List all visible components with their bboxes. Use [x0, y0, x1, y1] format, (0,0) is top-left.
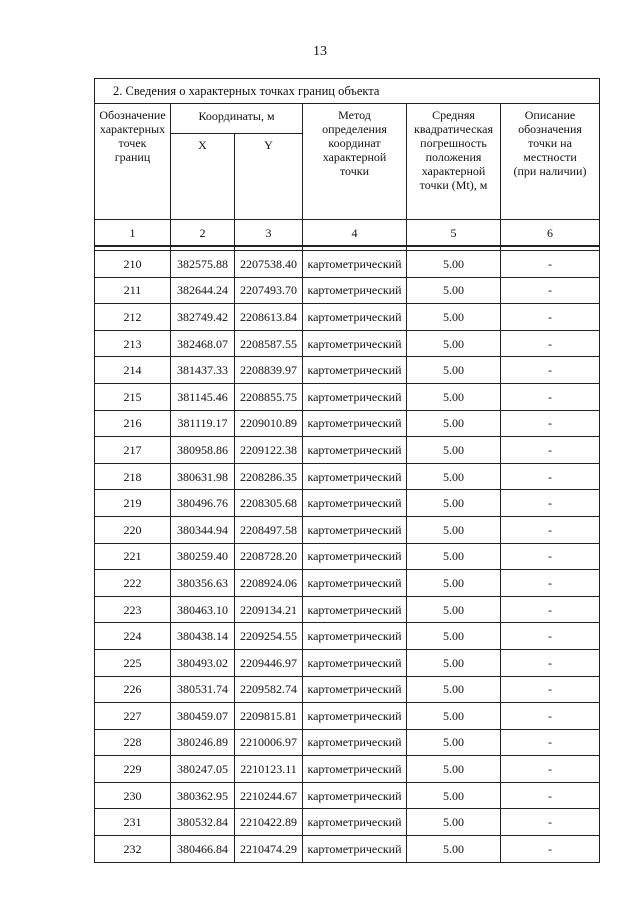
point-id-cell: 217 — [95, 437, 171, 464]
point-id-cell: 223 — [95, 596, 171, 623]
table-row — [95, 756, 600, 783]
table-row — [95, 729, 600, 756]
table-row — [95, 277, 600, 304]
y-cell: 2208728.20 — [235, 543, 303, 570]
header-lines — [407, 108, 500, 192]
header-line: характерной — [421, 164, 486, 178]
column-number: 2 — [171, 220, 235, 247]
point-id-cell: 232 — [95, 836, 171, 863]
description-cell: - — [501, 410, 600, 437]
x-cell: 380246.89 — [171, 729, 235, 756]
accuracy-cell: 5.00 — [407, 703, 501, 730]
x-cell: 382575.88 — [171, 251, 235, 278]
accuracy-cell: 5.00 — [407, 251, 501, 278]
x-cell: 380493.02 — [171, 649, 235, 676]
point-id-cell: 211 — [95, 277, 171, 304]
method-cell: картометрический — [303, 596, 407, 623]
header-line: точек — [118, 136, 147, 150]
y-cell: 2209134.21 — [235, 596, 303, 623]
description-cell: - — [501, 623, 600, 650]
y-cell: 2208855.75 — [235, 383, 303, 410]
x-cell: 380466.84 — [171, 836, 235, 863]
header-lines — [303, 108, 406, 178]
x-cell: 380532.84 — [171, 809, 235, 836]
accuracy-cell: 5.00 — [407, 410, 501, 437]
column-number: 5 — [407, 220, 501, 247]
x-cell: 380631.98 — [171, 463, 235, 490]
y-cell: 2210123.11 — [235, 756, 303, 783]
header-line: Обозначение — [99, 108, 166, 122]
y-cell: 2210244.67 — [235, 782, 303, 809]
table-row — [95, 330, 600, 357]
x-cell: 382749.42 — [171, 304, 235, 331]
page-number: 13 — [313, 44, 327, 59]
accuracy-cell: 5.00 — [407, 304, 501, 331]
boundary-points-table — [94, 78, 600, 863]
point-id-cell: 222 — [95, 570, 171, 597]
header-line: определения — [322, 122, 387, 136]
table-row — [95, 649, 600, 676]
x-cell: 380362.95 — [171, 782, 235, 809]
x-cell: 380531.74 — [171, 676, 235, 703]
accuracy-cell: 5.00 — [407, 782, 501, 809]
point-id-cell: 215 — [95, 383, 171, 410]
header-line: местности — [523, 150, 577, 164]
header-line: обозначения — [518, 122, 582, 136]
point-id-cell: 229 — [95, 756, 171, 783]
accuracy-cell: 5.00 — [407, 277, 501, 304]
table-row — [95, 596, 600, 623]
accuracy-cell: 5.00 — [407, 596, 501, 623]
point-id-cell: 225 — [95, 649, 171, 676]
description-cell: - — [501, 490, 600, 517]
method-cell: картометрический — [303, 623, 407, 650]
header-description — [501, 104, 600, 220]
header-lines — [501, 108, 599, 178]
y-cell: 2209254.55 — [235, 623, 303, 650]
header-line: (при наличии) — [513, 164, 587, 178]
method-cell: картометрический — [303, 676, 407, 703]
y-cell: 2209582.74 — [235, 676, 303, 703]
accuracy-cell: 5.00 — [407, 649, 501, 676]
x-cell: 380259.40 — [171, 543, 235, 570]
point-id-cell: 227 — [95, 703, 171, 730]
header-method — [303, 104, 407, 220]
point-id-cell: 219 — [95, 490, 171, 517]
header-x: X — [171, 134, 235, 220]
accuracy-cell: 5.00 — [407, 357, 501, 384]
column-number: 1 — [95, 220, 171, 247]
description-cell: - — [501, 756, 600, 783]
method-cell: картометрический — [303, 490, 407, 517]
accuracy-cell: 5.00 — [407, 729, 501, 756]
header-line: положения — [425, 150, 482, 164]
description-cell: - — [501, 570, 600, 597]
table-row — [95, 570, 600, 597]
header-line: характерных — [99, 122, 166, 136]
accuracy-cell: 5.00 — [407, 437, 501, 464]
method-cell: картометрический — [303, 277, 407, 304]
column-number: 4 — [303, 220, 407, 247]
x-cell: 380247.05 — [171, 756, 235, 783]
y-cell: 2208305.68 — [235, 490, 303, 517]
section-title-row — [95, 79, 600, 104]
method-cell: картометрический — [303, 570, 407, 597]
x-cell: 382468.07 — [171, 330, 235, 357]
table-row — [95, 383, 600, 410]
point-id-cell: 226 — [95, 676, 171, 703]
x-cell: 380459.07 — [171, 703, 235, 730]
table-row — [95, 304, 600, 331]
method-cell: картометрический — [303, 756, 407, 783]
accuracy-cell: 5.00 — [407, 543, 501, 570]
header-line: Средняя — [432, 108, 475, 122]
x-cell: 380496.76 — [171, 490, 235, 517]
header-line: точки на — [528, 136, 572, 150]
y-cell: 2210474.29 — [235, 836, 303, 863]
point-id-cell: 231 — [95, 809, 171, 836]
description-cell: - — [501, 836, 600, 863]
section-title: 2. Сведения о характерных точках границ объекта — [95, 79, 600, 104]
description-cell: - — [501, 304, 600, 331]
header-accuracy — [407, 104, 501, 220]
header-line: координат — [328, 136, 381, 150]
y-cell: 2207538.40 — [235, 251, 303, 278]
x-cell: 381119.17 — [171, 410, 235, 437]
description-cell: - — [501, 437, 600, 464]
point-id-cell: 220 — [95, 516, 171, 543]
description-cell: - — [501, 463, 600, 490]
description-cell: - — [501, 383, 600, 410]
header-point-designation — [95, 104, 171, 220]
method-cell: картометрический — [303, 703, 407, 730]
header-line: Метод — [338, 108, 371, 122]
method-cell: картометрический — [303, 330, 407, 357]
method-cell: картометрический — [303, 383, 407, 410]
table-row — [95, 490, 600, 517]
y-cell: 2208924.06 — [235, 570, 303, 597]
header-line: квадратическая — [414, 122, 493, 136]
table-row — [95, 703, 600, 730]
method-cell: картометрический — [303, 357, 407, 384]
point-id-cell: 213 — [95, 330, 171, 357]
point-id-cell: 221 — [95, 543, 171, 570]
header-lines — [95, 108, 170, 164]
column-number: 3 — [235, 220, 303, 247]
accuracy-cell: 5.00 — [407, 463, 501, 490]
method-cell: картометрический — [303, 809, 407, 836]
y-cell: 2208587.55 — [235, 330, 303, 357]
description-cell: - — [501, 729, 600, 756]
point-id-cell: 214 — [95, 357, 171, 384]
point-id-cell: 224 — [95, 623, 171, 650]
table-row — [95, 782, 600, 809]
description-cell: - — [501, 703, 600, 730]
header-line: точки — [339, 164, 370, 178]
table-row — [95, 437, 600, 464]
description-cell: - — [501, 277, 600, 304]
y-cell: 2208613.84 — [235, 304, 303, 331]
method-cell: картометрический — [303, 543, 407, 570]
description-cell: - — [501, 251, 600, 278]
column-number: 6 — [501, 220, 600, 247]
y-cell: 2207493.70 — [235, 277, 303, 304]
header-line: точки (Mt), м — [419, 178, 488, 192]
accuracy-cell: 5.00 — [407, 809, 501, 836]
description-cell: - — [501, 676, 600, 703]
table-row — [95, 251, 600, 278]
x-cell: 380356.63 — [171, 570, 235, 597]
table-row — [95, 357, 600, 384]
method-cell: картометрический — [303, 836, 407, 863]
y-cell: 2210006.97 — [235, 729, 303, 756]
accuracy-cell: 5.00 — [407, 383, 501, 410]
y-cell: 2209122.38 — [235, 437, 303, 464]
accuracy-cell: 5.00 — [407, 836, 501, 863]
description-cell: - — [501, 357, 600, 384]
method-cell: картометрический — [303, 649, 407, 676]
y-cell: 2210422.89 — [235, 809, 303, 836]
table-row — [95, 410, 600, 437]
point-id-cell: 228 — [95, 729, 171, 756]
accuracy-cell: 5.00 — [407, 676, 501, 703]
accuracy-cell: 5.00 — [407, 756, 501, 783]
table-row — [95, 836, 600, 863]
table-row — [95, 543, 600, 570]
description-cell: - — [501, 809, 600, 836]
y-cell: 2208497.58 — [235, 516, 303, 543]
table-row — [95, 809, 600, 836]
accuracy-cell: 5.00 — [407, 516, 501, 543]
point-id-cell: 212 — [95, 304, 171, 331]
table-row — [95, 463, 600, 490]
header-line: Описание — [524, 108, 576, 122]
table-row — [95, 676, 600, 703]
description-cell: - — [501, 782, 600, 809]
x-cell: 382644.24 — [171, 277, 235, 304]
method-cell: картометрический — [303, 516, 407, 543]
description-cell: - — [501, 516, 600, 543]
method-cell: картометрический — [303, 437, 407, 464]
description-cell: - — [501, 543, 600, 570]
y-cell: 2209815.81 — [235, 703, 303, 730]
y-cell: 2208286.35 — [235, 463, 303, 490]
x-cell: 380344.94 — [171, 516, 235, 543]
y-cell: 2208839.97 — [235, 357, 303, 384]
header-line: границ — [114, 150, 151, 164]
method-cell: картометрический — [303, 251, 407, 278]
description-cell: - — [501, 649, 600, 676]
method-cell: картометрический — [303, 729, 407, 756]
header-y: Y — [235, 134, 303, 220]
accuracy-cell: 5.00 — [407, 623, 501, 650]
accuracy-cell: 5.00 — [407, 490, 501, 517]
method-cell: картометрический — [303, 782, 407, 809]
x-cell: 380958.86 — [171, 437, 235, 464]
description-cell: - — [501, 330, 600, 357]
y-cell: 2209010.89 — [235, 410, 303, 437]
accuracy-cell: 5.00 — [407, 570, 501, 597]
method-cell: картометрический — [303, 304, 407, 331]
column-number-row — [95, 220, 600, 247]
header-line: погрешность — [420, 136, 487, 150]
x-cell: 381437.33 — [171, 357, 235, 384]
point-id-cell: 216 — [95, 410, 171, 437]
header-row — [95, 104, 600, 134]
table-row — [95, 623, 600, 650]
x-cell: 381145.46 — [171, 383, 235, 410]
header-coordinates: Координаты, м — [171, 104, 303, 134]
method-cell: картометрический — [303, 410, 407, 437]
x-cell: 380463.10 — [171, 596, 235, 623]
description-cell: - — [501, 596, 600, 623]
accuracy-cell: 5.00 — [407, 330, 501, 357]
point-id-cell: 230 — [95, 782, 171, 809]
y-cell: 2209446.97 — [235, 649, 303, 676]
header-line: характерной — [322, 150, 387, 164]
method-cell: картометрический — [303, 463, 407, 490]
point-id-cell: 218 — [95, 463, 171, 490]
point-id-cell: 210 — [95, 251, 171, 278]
table-row — [95, 516, 600, 543]
x-cell: 380438.14 — [171, 623, 235, 650]
